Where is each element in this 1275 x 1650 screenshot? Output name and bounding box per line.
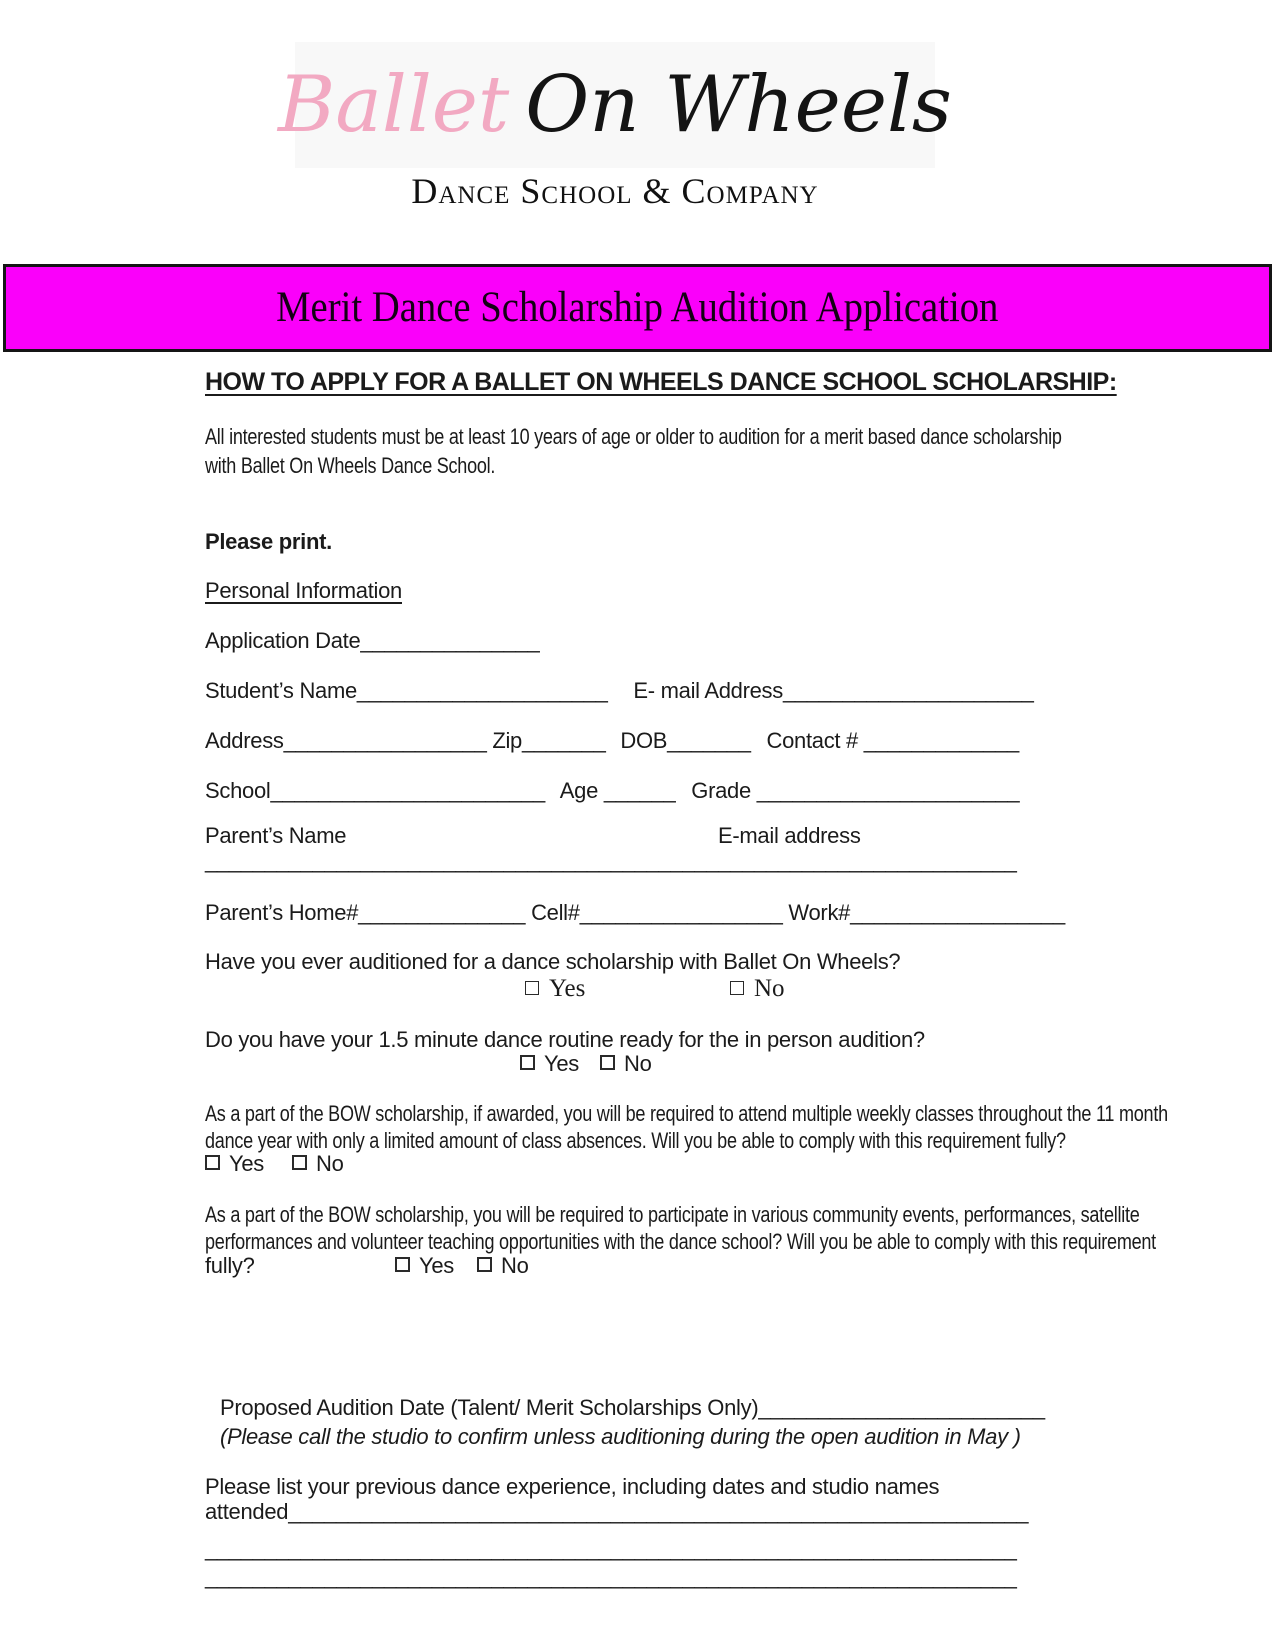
logo-on-wheels-script: On Wheels [525,60,952,150]
question-community-events-line2: performances and volunteer teaching opportunities with the dance school? Will you be able to comply with this requirement [205,1229,1156,1254]
student-name-email-row [205,678,1034,704]
q4-yes-option [395,1252,454,1280]
logo-subtitle: Dance School & Company [411,171,819,211]
proposed-audition-date-field: Proposed Audition Date (Talent/ Merit Scholarships Only)________________________ [220,1395,1045,1420]
question-weekly-classes-line2: dance year with only a limited amount of class absences. Will you be able to comply with this requirement fully? [205,1128,1066,1153]
question-weekly-classes-line1: As a part of the BOW scholarship, if awarded, you will be required to attend multiple weekly classes throughout the 11 month [205,1101,1168,1126]
question-community-events-options [205,1252,1005,1282]
q4-yes-label: Yes [419,1253,454,1278]
q1-no-checkbox[interactable] [730,981,744,995]
q1-yes-label: Yes [549,975,586,1002]
title-banner [3,264,1272,352]
question-routine-options [205,1050,1005,1080]
parent-labels-row [205,823,1105,849]
dob-field: DOB_______ [620,728,751,753]
q1-yes-option [525,975,585,1003]
question-auditioned-before: Have you ever auditioned for a dance scholarship with Ballet On Wheels? [205,949,901,974]
q1-no-label: No [754,975,785,1002]
q4-no-option [477,1252,529,1280]
age-field: Age ______ [559,778,676,803]
intro-line-2: with Ballet On Wheels Dance School. [205,453,496,478]
q3-no-checkbox[interactable] [292,1155,307,1170]
personal-information-heading: Personal Information [205,578,402,603]
school-field: School_______________________ [205,778,545,803]
experience-prompt: Please list your previous dance experience, including dates and studio names [205,1474,940,1499]
school-row [205,778,1019,804]
how-to-apply-heading: HOW TO APPLY FOR A BALLET ON WHEELS DANCE SCHOOL SCHOLARSHIP: [205,368,1117,396]
application-date-row [205,628,539,654]
q2-no-label: No [624,1051,652,1076]
q4-no-label: No [501,1253,529,1278]
zip-field: Zip_______ [492,728,606,753]
contact-field: Contact # _____________ [766,728,1019,753]
question-routine-ready: Do you have your 1.5 minute dance routine ready for the in person audition? [205,1027,925,1052]
q4-no-checkbox[interactable] [477,1257,492,1272]
application-date-field: Application Date_______________ [205,628,540,653]
q3-no-label: No [316,1151,344,1176]
parent-name-label: Parent’s Name [205,823,347,848]
parent-cell-field: Cell#_________________ [531,900,783,925]
q2-no-option [600,1050,652,1078]
q1-no-option [730,975,785,1003]
parent-write-line: ____________________________________________________________________ [205,848,1017,873]
q3-yes-label: Yes [229,1151,264,1176]
q3-yes-checkbox[interactable] [205,1155,220,1170]
please-print-label: Please print. [205,529,332,554]
q4-fully-label: fully? [205,1253,255,1278]
question-weekly-classes-options [205,1150,1005,1180]
experience-blank-line-2: ____________________________________________________________________ [205,1564,1017,1589]
question-auditioned-options [205,975,1005,1005]
confirm-note: (Please call the studio to confirm unless auditioning during the open audition in May ) [220,1424,1021,1449]
q2-yes-label: Yes [544,1051,579,1076]
student-name-field: Student’s Name_____________________ [205,678,608,703]
student-email-field: E- mail Address_____________________ [633,678,1034,703]
intro-line-1: All interested students must be at least 10 years of age or older to audition for a merit based dance scholarship [205,424,1062,449]
q2-yes-option [520,1050,579,1078]
address-field: Address_________________ [205,728,487,753]
parent-email-label: E-mail address [718,823,861,848]
address-row [205,728,1019,754]
parent-home-field: Parent’s Home#______________ [205,900,526,925]
q1-yes-checkbox[interactable] [525,981,539,995]
experience-attended-field: attended______________________________________________________________ [205,1499,1029,1524]
parent-work-field: Work#__________________ [788,900,1065,925]
parent-phones-row [205,900,1065,926]
q4-yes-checkbox[interactable] [395,1257,410,1272]
logo-ballet-script: Ballet [278,60,510,150]
q2-no-checkbox[interactable] [600,1055,615,1070]
ballet-on-wheels-logo [278,42,952,168]
grade-field: Grade ______________________ [691,778,1020,803]
question-community-events-line1: As a part of the BOW scholarship, you will be required to participate in various community events, performances, satellite [205,1202,1140,1227]
q3-no-option [292,1150,344,1178]
page-title: Merit Dance Scholarship Audition Application [276,284,999,331]
experience-blank-line-1: ____________________________________________________________________ [205,1536,1017,1561]
q3-yes-option [205,1150,264,1178]
q2-yes-checkbox[interactable] [520,1055,535,1070]
